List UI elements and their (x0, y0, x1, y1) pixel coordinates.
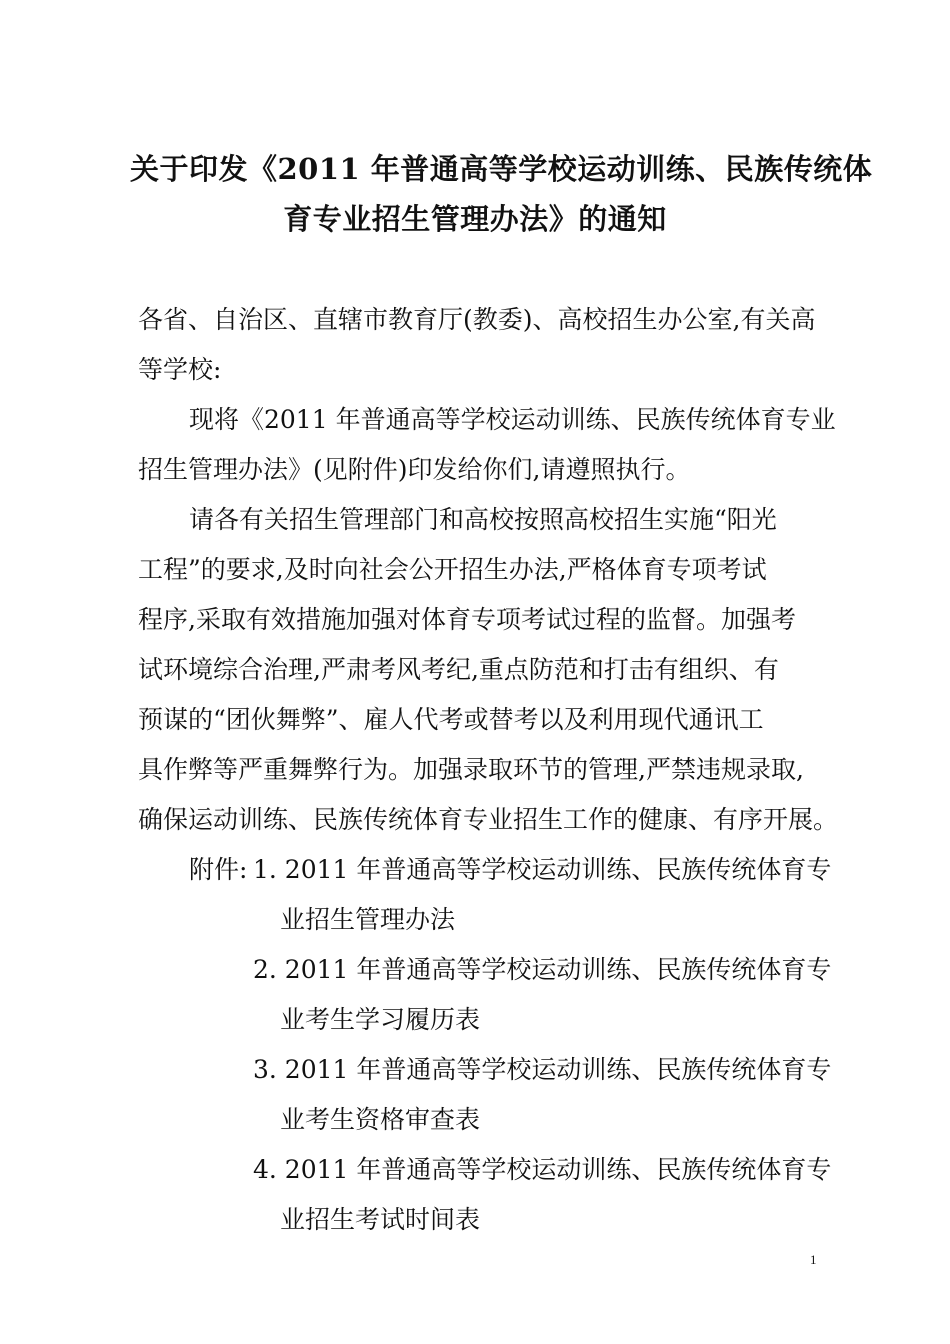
document-title-line-2: 育专业招生管理办法》的通知 (283, 202, 667, 236)
attachment-item-1-line-1: 1. 2011 年普通高等学校运动训练、民族传统体育专 (253, 855, 832, 884)
attachment-item-4-line-2: 业招生考试时间表 (280, 1205, 481, 1234)
paragraph2-line-3: 程序,采取有效措施加强对体育专项考试过程的监督。加强考 (138, 605, 796, 634)
attachment-item-4-line-1: 4. 2011 年普通高等学校运动训练、民族传统体育专 (253, 1155, 832, 1184)
attachment-item-3-line-1: 3. 2011 年普通高等学校运动训练、民族传统体育专 (253, 1055, 832, 1084)
paragraph2-line-1: 请各有关招生管理部门和高校按照高校招生实施“阳光 (189, 505, 777, 534)
paragraph2-line-2: 工程”的要求,及时向社会公开招生办法,严格体育专项考试 (138, 555, 767, 584)
paragraph2-line-5: 预谋的“团伙舞弊”、雇人代考或替考以及利用现代通讯工 (138, 705, 764, 734)
paragraph2-line-4: 试环境综合治理,严肃考风考纪,重点防范和打击有组织、有 (138, 655, 779, 684)
paragraph2-line-7: 确保运动训练、民族传统体育专业招生工作的健康、有序开展。 (138, 805, 839, 834)
salutation-line-2: 等学校: (138, 355, 222, 384)
paragraph1-line-1: 现将《2011 年普通高等学校运动训练、民族传统体育专业 (189, 405, 836, 434)
attachments-label: 附件: (189, 855, 248, 884)
page-number: 1 (810, 1252, 817, 1267)
attachment-item-2-line-2: 业考生学习履历表 (280, 1005, 481, 1034)
document-title-line-1: 关于印发《2011 年普通高等学校运动训练、民族传统体 (130, 152, 873, 186)
paragraph2-line-6: 具作弊等严重舞弊行为。加强录取环节的管理,严禁违规录取, (138, 755, 804, 784)
paragraph1-line-2: 招生管理办法》(见附件)印发给你们,请遵照执行。 (138, 455, 691, 484)
salutation-line-1: 各省、自治区、直辖市教育厅(教委)、高校招生办公室,有关高 (138, 305, 816, 334)
attachment-item-2-line-1: 2. 2011 年普通高等学校运动训练、民族传统体育专 (253, 955, 832, 984)
attachment-item-1-line-2: 业招生管理办法 (280, 905, 456, 934)
attachment-item-3-line-2: 业考生资格审查表 (280, 1105, 481, 1134)
